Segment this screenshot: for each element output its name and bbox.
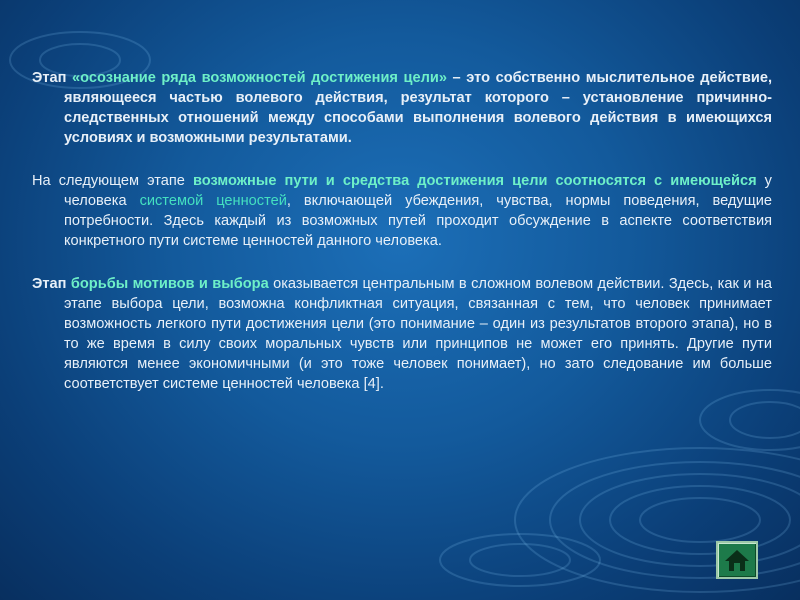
text-run: , включающей убеждения, чувства, нормы поведения, ведущие потребности. Здесь каждый из возможных путей проходит обсуждение в аспекте соответствия конкретного пути системе ценностей данного человека. [64, 193, 772, 249]
text-run: у человека [64, 173, 772, 209]
text-run: Этап [32, 70, 73, 86]
text-run: Этап [32, 276, 71, 292]
text-run: – это собственно мыслительное действие, являющееся частью волевого действия, результат которого – установление причинно-следственных отношений между способами выполнения волевого действия в имеющихся условиях и возможными результатами. [64, 70, 772, 146]
home-icon [724, 548, 750, 572]
text-run: оказывается центральным в сложном волевом действии. Здесь, как и на этапе выбора цели, возможна конфликтная ситуация, связанная с тем, что человек принимает возможность легкого пути достижения цели (это понимание – один из результатов второго этапа), но в то же время в силу своих моральных чувств или принципов не может его принять. Другие пути являются менее экономичными (и это тоже человек понимает), но зато следование им больше соответствует системе ценностей человека [4]. [64, 276, 773, 392]
highlight-term: возможные пути и средства достижения цели соотносятся с имеющейся [192, 173, 757, 189]
paragraph-motive-struggle [32, 274, 772, 394]
paragraph-values-system [32, 171, 772, 251]
highlight-term: системой ценностей [139, 193, 287, 209]
paragraph-stage-awareness [32, 68, 772, 148]
home-button[interactable] [716, 541, 758, 579]
slide-text [32, 68, 772, 417]
text-run: На следующем этапе [32, 173, 193, 189]
highlight-term: борьбы мотивов и выбора [70, 276, 269, 292]
highlight-term: «осознание ряда возможностей достижения цели» [72, 70, 447, 86]
